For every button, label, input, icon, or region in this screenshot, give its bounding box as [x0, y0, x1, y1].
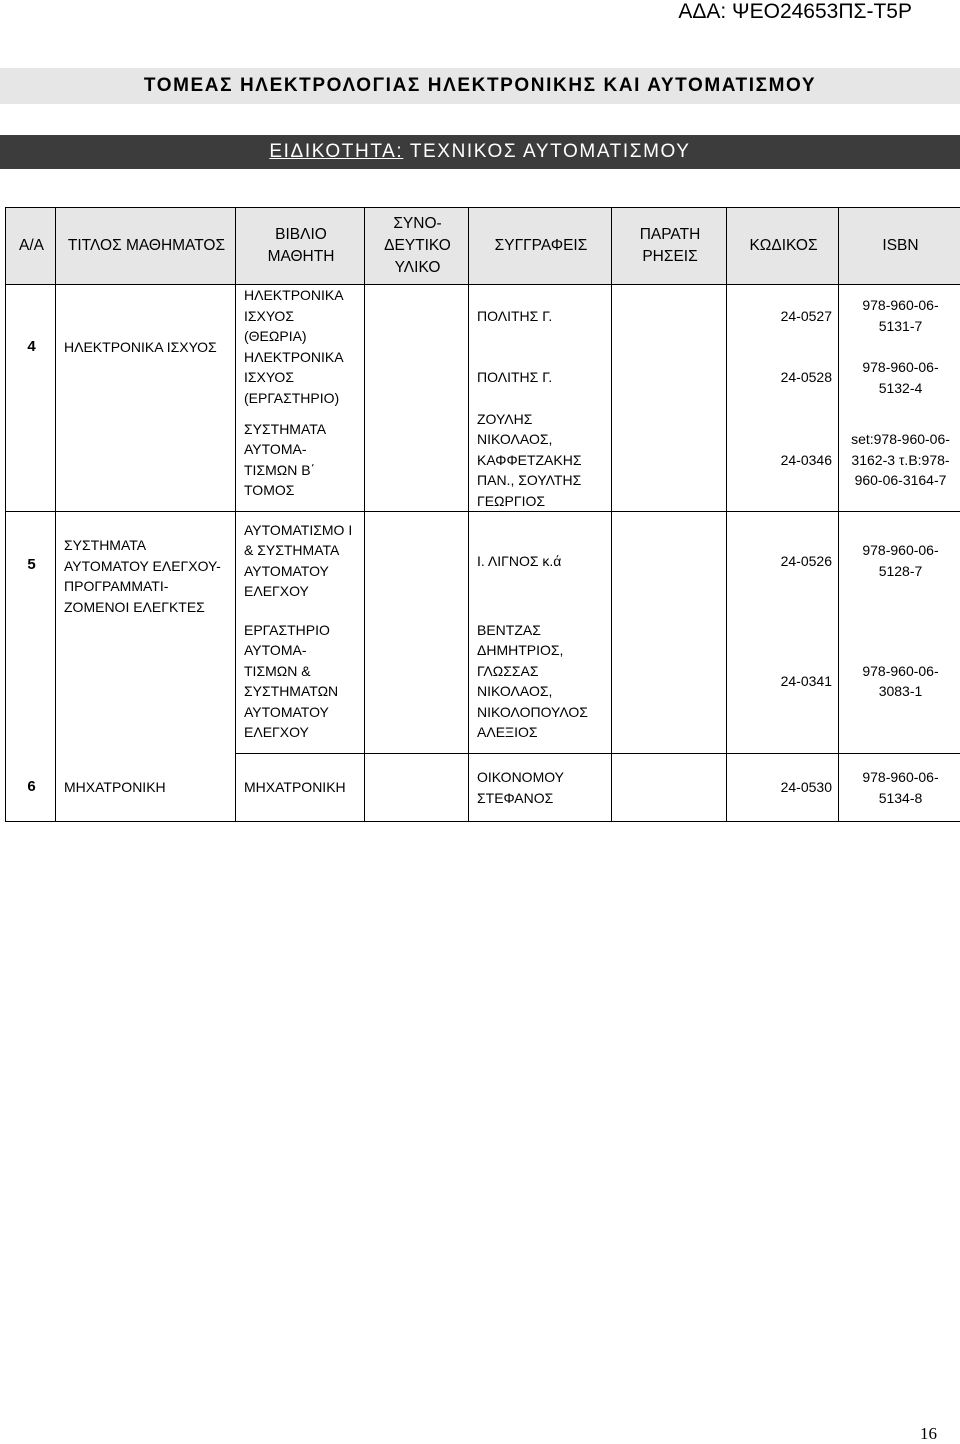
book-title: ΗΛΕΚΤΡΟΝΙΚΑ ΙΣΧΥΟΣ (ΘΕΩΡΙΑ)	[236, 285, 365, 347]
book-code: 24-0346	[727, 409, 839, 512]
book-code: 24-0527	[727, 285, 839, 347]
book-code: 24-0341	[727, 610, 839, 754]
sector-title: ΤΟΜΕΑΣ ΗΛΕΚΤΡΟΛΟΓΙΑΣ ΗΛΕΚΤΡΟΝΙΚΗΣ ΚΑΙ ΑΥΤΟΜΑΤΙΣΜΟΥ	[0, 68, 960, 104]
isbn: 978-960-06-5128-7	[839, 512, 960, 610]
aux-material	[365, 610, 469, 754]
book-title: ΜΗΧΑΤΡΟΝΙΚΗ	[236, 754, 365, 822]
course-title: ΜΗΧΑΤΡΟΝΙΚΗ	[56, 754, 236, 822]
table-row	[6, 754, 960, 822]
isbn: 978-960-06-5132-4	[839, 347, 960, 409]
book-title: ΣΥΣΤΗΜΑΤΑ ΑΥΤΟΜΑ-ΤΙΣΜΩΝ Β΄ ΤΟΜΟΣ	[236, 409, 365, 512]
aux-material	[365, 754, 469, 822]
notes	[612, 409, 727, 512]
ada-header: ΑΔΑ: ΨΕΟ24653ΠΣ-Τ5Ρ	[678, 0, 912, 24]
specialty-label: ΕΙΔΙΚΟΤΗΤΑ:	[269, 141, 403, 162]
authors: ΠΟΛΙΤΗΣ Γ.	[469, 347, 612, 409]
book-code: 24-0528	[727, 347, 839, 409]
aux-material	[365, 409, 469, 512]
isbn: 978-960-06-5131-7	[839, 285, 960, 347]
notes	[612, 512, 727, 610]
header-aa: Α/Α	[6, 208, 56, 285]
book-title: ΕΡΓΑΣΤΗΡΙΟ ΑΥΤΟΜΑ-ΤΙΣΜΩΝ & ΣΥΣΤΗΜΑΤΩΝ ΑΥΤΟΜΑΤΟΥ ΕΛΕΓΧΟΥ	[236, 610, 365, 754]
isbn: set:978-960-06-3162-3 τ.Β:978-960-06-3164-7	[839, 409, 960, 512]
header-aux: ΣΥΝΟ-ΔΕΥΤΙΚΟ ΥΛΙΚΟ	[365, 208, 469, 285]
authors: ΟΙΚΟΝΟΜΟΥ ΣΤΕΦΑΝΟΣ	[469, 754, 612, 822]
notes	[612, 347, 727, 409]
authors: ΖΟΥΛΗΣ ΝΙΚΟΛΑΟΣ, ΚΑΦΦΕΤΖΑΚΗΣ ΠΑΝ., ΣΟΥΛΤΗΣ ΓΕΩΡΓΙΟΣ	[469, 409, 612, 512]
header-row	[6, 208, 960, 285]
authors: ΠΟΛΙΤΗΣ Γ.	[469, 285, 612, 347]
course-title: ΣΥΣΤΗΜΑΤΑ ΑΥΤΟΜΑΤΟΥ ΕΛΕΓΧΟΥ-ΠΡΟΓΡΑΜΜΑΤΙ-ΖΟΜΕΝΟΙ ΕΛΕΓΚΤΕΣ	[56, 512, 236, 754]
books-table	[5, 207, 960, 822]
header-isbn: ISBN	[839, 208, 960, 285]
specialty-bar	[0, 135, 960, 169]
isbn: 978-960-06-5134-8	[839, 754, 960, 822]
notes	[612, 754, 727, 822]
course-title	[56, 409, 236, 512]
row-number: 4	[6, 285, 56, 409]
isbn: 978-960-06-3083-1	[839, 610, 960, 754]
book-title: ΗΛΕΚΤΡΟΝΙΚΑ ΙΣΧΥΟΣ (ΕΡΓΑΣΤΗΡΙΟ)	[236, 347, 365, 409]
aux-material	[365, 347, 469, 409]
table-row	[6, 409, 960, 512]
authors: Ι. ΛΙΓΝΟΣ κ.ά	[469, 512, 612, 610]
header-course: ΤΙΤΛΟΣ ΜΑΘΗΜΑΤΟΣ	[56, 208, 236, 285]
aux-material	[365, 512, 469, 610]
specialty-value: ΤΕΧΝΙΚΟΣ ΑΥΤΟΜΑΤΙΣΜΟΥ	[403, 141, 690, 162]
book-code: 24-0526	[727, 512, 839, 610]
authors: ΒΕΝΤΖΑΣ ΔΗΜΗΤΡΙΟΣ, ΓΛΩΣΣΑΣ ΝΙΚΟΛΑΟΣ, ΝΙΚΟΛΟΠΟΥΛΟΣ ΑΛΕΞΙΟΣ	[469, 610, 612, 754]
table-row	[6, 512, 960, 610]
row-number	[6, 409, 56, 512]
book-title: ΑΥΤΟΜΑΤΙΣΜΟ Ι & ΣΥΣΤΗΜΑΤΑ ΑΥΤΟΜΑΤΟΥ ΕΛΕΓΧΟΥ	[236, 512, 365, 610]
table-row	[6, 285, 960, 347]
header-notes: ΠΑΡΑΤΗ ΡΗΣΕΙΣ	[612, 208, 727, 285]
course-title: ΗΛΕΚΤΡΟΝΙΚΑ ΙΣΧΥΟΣ	[56, 285, 236, 409]
header-code: ΚΩΔΙΚΟΣ	[727, 208, 839, 285]
row-number: 6	[6, 754, 56, 822]
row-number: 5	[6, 512, 56, 754]
aux-material	[365, 285, 469, 347]
page-number: 16	[920, 1424, 937, 1444]
notes	[612, 610, 727, 754]
header-authors: ΣΥΓΓΡΑΦΕΙΣ	[469, 208, 612, 285]
book-code: 24-0530	[727, 754, 839, 822]
header-book: ΒΙΒΛΙΟ ΜΑΘΗΤΗ	[236, 208, 365, 285]
notes	[612, 285, 727, 347]
